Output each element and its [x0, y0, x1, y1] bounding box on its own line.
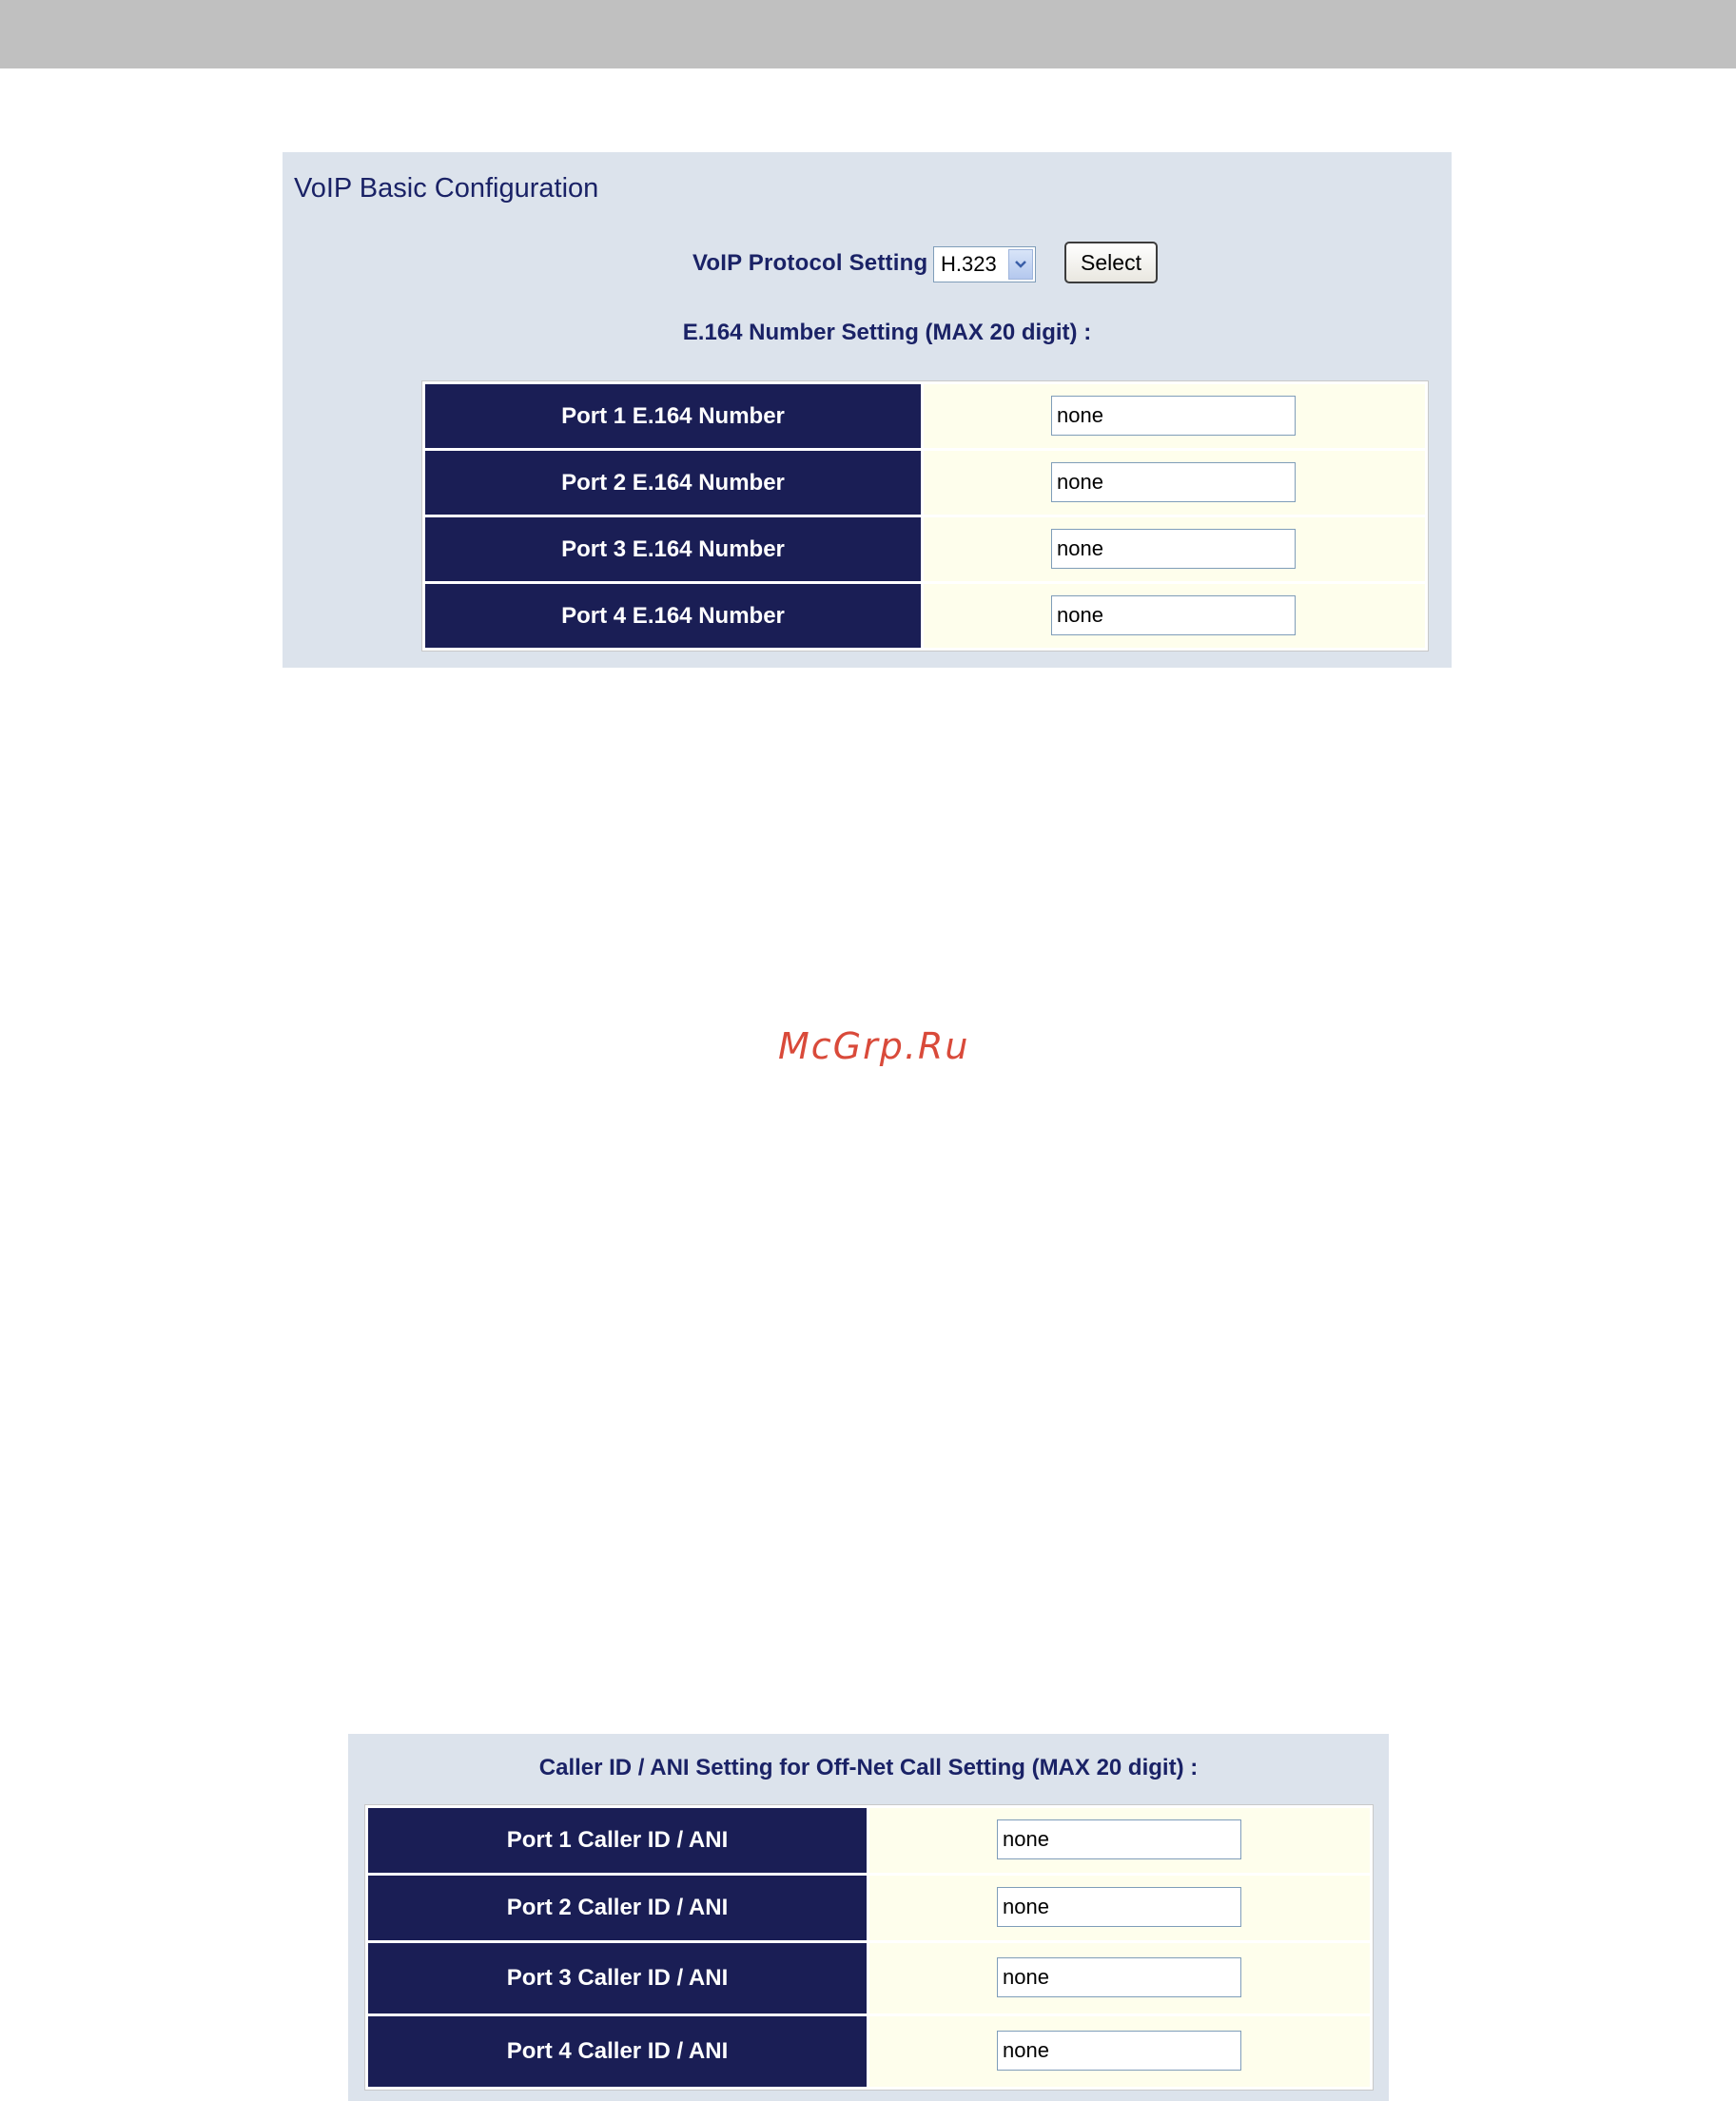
row-value-cell: [869, 1876, 1370, 1940]
table-row: [425, 451, 1425, 515]
table-row: [425, 584, 1425, 648]
caller-id-table: [364, 1804, 1374, 2091]
row-label: Port 1 E.164 Number: [425, 384, 921, 448]
protocol-setting-row: [283, 241, 1452, 288]
table-row: [368, 1808, 1370, 1873]
port4-e164-input[interactable]: none: [1051, 595, 1296, 635]
row-label: Port 3 E.164 Number: [425, 517, 921, 581]
port2-caller-id-input[interactable]: none: [997, 1887, 1241, 1927]
e164-table: [421, 380, 1429, 652]
port4-caller-id-input[interactable]: none: [997, 2031, 1241, 2071]
port1-e164-input[interactable]: none: [1051, 396, 1296, 436]
caller-id-panel: [348, 1734, 1389, 2101]
protocol-label: VoIP Protocol Setting: [692, 250, 928, 276]
dropdown-arrow[interactable]: [1008, 249, 1033, 280]
port1-caller-id-input[interactable]: none: [997, 1819, 1241, 1859]
row-value-cell: [869, 1808, 1370, 1873]
port3-caller-id-input[interactable]: none: [997, 1957, 1241, 1997]
table-row: [425, 384, 1425, 448]
protocol-select[interactable]: [933, 246, 1036, 282]
caller-id-heading: Caller ID / ANI Setting for Off-Net Call Setting (MAX 20 digit) :: [538, 1755, 1199, 1780]
select-button[interactable]: Select: [1064, 242, 1158, 283]
row-label: Port 2 Caller ID / ANI: [368, 1876, 867, 1940]
row-label: Port 3 Caller ID / ANI: [368, 1943, 867, 2013]
row-value-cell: [924, 584, 1425, 648]
table-row: [368, 1943, 1370, 2013]
row-value-cell: [924, 517, 1425, 581]
row-label: Port 4 Caller ID / ANI: [368, 2016, 867, 2087]
row-value-cell: [869, 2016, 1370, 2087]
table-row: [368, 2016, 1370, 2087]
row-label: Port 1 Caller ID / ANI: [368, 1808, 867, 1873]
port2-e164-input[interactable]: none: [1051, 462, 1296, 502]
chevron-down-icon: [1014, 259, 1027, 270]
protocol-select-value: H.323: [941, 252, 997, 276]
panel-title: VoIP Basic Configuration: [294, 173, 599, 204]
row-value-cell: [924, 384, 1425, 448]
e164-heading: E.164 Number Setting (MAX 20 digit) :: [682, 320, 1092, 345]
port3-e164-input[interactable]: none: [1051, 529, 1296, 569]
table-row: [368, 1876, 1370, 1940]
row-label: Port 4 E.164 Number: [425, 584, 921, 648]
voip-basic-config-panel: [283, 152, 1452, 668]
row-value-cell: [869, 1943, 1370, 2013]
row-label: Port 2 E.164 Number: [425, 451, 921, 515]
watermark-text: McGrp.Ru: [778, 1025, 970, 1067]
top-gray-bar: [0, 0, 1736, 68]
table-row: [425, 517, 1425, 581]
row-value-cell: [924, 451, 1425, 515]
